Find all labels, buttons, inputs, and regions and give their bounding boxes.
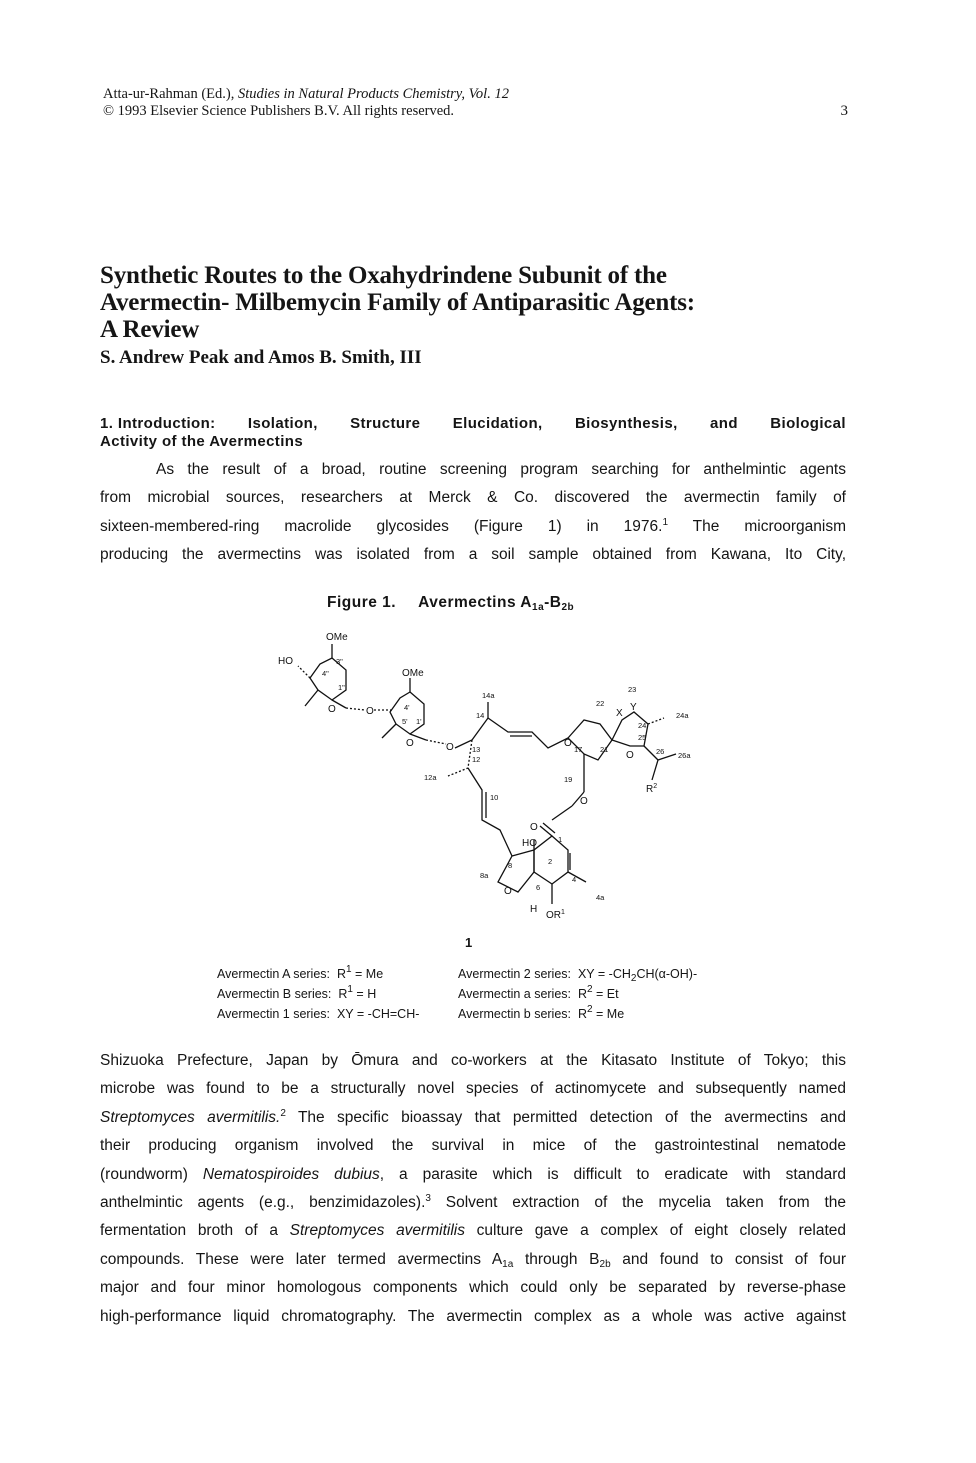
atom-label: HO bbox=[278, 656, 293, 667]
atom-number: 22 bbox=[596, 699, 605, 708]
bond bbox=[382, 724, 396, 738]
atom-number: 4 bbox=[572, 875, 577, 884]
text-line: Streptomyces avermitilis.$^2$ The specific bioassay that permitted detection of the avermectins and bbox=[100, 1107, 847, 1126]
bond bbox=[540, 826, 552, 836]
atom-label: $OR^1$ bbox=[546, 909, 565, 921]
atom-label: O bbox=[406, 738, 414, 749]
text-line: compounds. These were later termed avermectins $A_{1a}$ through $B_{2b}$ and found to consist of four bbox=[100, 1250, 846, 1270]
text-line: Shizuoka Prefecture, Japan by Ōmura and co-workers at the Kitasato Institute of Tokyo; this bbox=[100, 1052, 846, 1069]
atom-label: O bbox=[328, 704, 336, 715]
atom-number: 10 bbox=[490, 793, 499, 802]
text-line: producing the avermectins was isolated from a soil sample obtained from Kawana, Ito City, bbox=[100, 546, 846, 564]
section-heading-line: Activity of the Avermectins bbox=[100, 433, 304, 450]
section-heading bbox=[100, 415, 846, 451]
atom-number: 25 bbox=[638, 733, 647, 742]
atom-label: $R^2$ bbox=[646, 783, 658, 795]
heading-word: and bbox=[710, 415, 738, 432]
page-number: 3 bbox=[840, 103, 848, 119]
atom-number: 3" bbox=[336, 657, 343, 666]
bond bbox=[426, 740, 446, 744]
legend-row: Avermectin 1 series: XY = -CH=CH- Avermectin b series: $R^2 = Me$ bbox=[217, 1004, 625, 1021]
compound-number: 1 bbox=[465, 935, 473, 950]
bond bbox=[346, 708, 365, 710]
text-line: anthelmintic agents (e.g., benzimidazoles).$^3$ Solvent extraction of the mycelia taken from the bbox=[100, 1192, 846, 1211]
figure-caption: Figure 1. Avermectins $A_{1a}-B_{2b}$ bbox=[327, 594, 575, 613]
atom-number: 26a bbox=[678, 751, 691, 760]
heading-word: Structure bbox=[350, 415, 421, 432]
legend-row: Avermectin A series: $R^1 = Me$ Avermectin 2 series: XY = $-CH_2CH(\alpha-OH)-$ bbox=[217, 964, 698, 984]
atom-label: O bbox=[504, 886, 512, 897]
text-line: As the result of a broad, routine screening program searching for anthelmintic agents bbox=[156, 461, 846, 478]
atom-label: H bbox=[530, 904, 538, 915]
atom-number: 5' bbox=[402, 717, 408, 726]
atom-number: 8a bbox=[480, 871, 489, 880]
bond bbox=[552, 806, 572, 820]
header-citation: Atta-ur-Rahman (Ed.), Studies in Natural Products Chemistry, Vol. 12 bbox=[103, 86, 509, 102]
legend-row: Avermectin B series: $R^1 = H$ Avermectin a series: $R^2 = Et$ bbox=[217, 984, 619, 1001]
text-line: fermentation broth of a Streptomyces avermitilis culture gave a complex of eight closely related bbox=[100, 1222, 846, 1240]
figure-label: Figure 1. bbox=[327, 594, 397, 611]
atom-number: 17 bbox=[574, 745, 583, 754]
text-line: high-performance liquid chromatography. The avermectin complex as a whole was active against bbox=[100, 1307, 846, 1325]
atom-number: 4" bbox=[322, 669, 329, 678]
atom-label: X bbox=[616, 708, 623, 719]
section-heading-line bbox=[100, 415, 846, 433]
atom-label: HO bbox=[522, 838, 537, 849]
atom-number: 23 bbox=[628, 685, 637, 694]
text-line: from microbial sources, researchers at Merck & Co. discovered the avermectin family of bbox=[100, 489, 846, 507]
atom-number: 21 bbox=[600, 745, 609, 754]
spiroketal-ring-a bbox=[568, 720, 612, 760]
atom-number: 8 bbox=[508, 861, 513, 870]
atom-number: 26 bbox=[656, 747, 665, 756]
atom-number: 1" bbox=[338, 683, 345, 692]
bond bbox=[543, 823, 555, 833]
text-line: microbe was found to be a structurally novel species of actinomycete and subsequently named bbox=[100, 1080, 846, 1098]
figure-legend bbox=[217, 964, 697, 1024]
atom-number: 1 bbox=[558, 835, 563, 844]
atom-label: O bbox=[446, 742, 454, 753]
heading-word: Biosynthesis, bbox=[574, 415, 678, 432]
atom-label: O bbox=[366, 706, 374, 717]
title-line: Synthetic Routes to the Oxahydrindene Subunit of the bbox=[100, 262, 667, 289]
bond bbox=[305, 690, 318, 706]
text-line: (roundworm) Nematospiroides dubius, a parasite which is difficult to eradicate with standard bbox=[100, 1165, 846, 1183]
paragraph-intro bbox=[100, 456, 846, 570]
text-line: major and four minor homologous components which could only be separated by reverse-phase bbox=[100, 1279, 846, 1297]
sugar-ring-2 bbox=[390, 692, 424, 734]
text-line: their producing organism involved the survival in mice of the gastrointestinal nematode bbox=[100, 1137, 846, 1155]
atom-number: 4' bbox=[404, 703, 410, 712]
running-header bbox=[103, 86, 848, 120]
heading-word: 1. Introduction: bbox=[100, 415, 216, 432]
atom-number: 1' bbox=[416, 717, 422, 726]
atom-number: 13 bbox=[472, 745, 481, 754]
paragraph-continued bbox=[100, 1047, 846, 1331]
avermectin-structure-diagram bbox=[250, 620, 750, 960]
atom-label: OMe bbox=[402, 668, 424, 679]
title-line: A Review bbox=[100, 316, 200, 343]
bond bbox=[568, 872, 586, 882]
atom-label: O bbox=[530, 822, 538, 833]
figure-title: Avermectins A bbox=[418, 594, 533, 611]
authors: S. Andrew Peak and Amos B. Smith, III bbox=[100, 347, 422, 368]
paper-title bbox=[100, 262, 860, 343]
heading-word: Elucidation, bbox=[452, 415, 543, 432]
atom-number: 12 bbox=[472, 755, 481, 764]
atom-number: 14 bbox=[476, 711, 485, 720]
backbone bbox=[468, 768, 512, 856]
atom-number: 12a bbox=[424, 773, 437, 782]
bond bbox=[298, 666, 310, 678]
heading-word: Isolation, bbox=[247, 415, 318, 432]
atom-number: 24a bbox=[676, 711, 689, 720]
atom-label: O bbox=[580, 796, 588, 807]
atom-number: 19 bbox=[564, 775, 573, 784]
header-copyright: © 1993 Elsevier Science Publishers B.V. All rights reserved. bbox=[103, 103, 455, 119]
atom-number: 2 bbox=[548, 857, 553, 866]
text-line: sixteen-membered-ring macrolide glycosides (Figure 1) in 1976.$^1$ The microorganism bbox=[100, 516, 846, 535]
atom-label: O bbox=[564, 738, 572, 749]
atom-label: O bbox=[626, 750, 634, 761]
backbone bbox=[455, 718, 568, 748]
atom-label: OMe bbox=[326, 632, 348, 643]
atom-number: 6 bbox=[536, 883, 541, 892]
bond bbox=[652, 760, 658, 780]
title-line: Avermectin- Milbemycin Family of Antiparasitic Agents: bbox=[100, 289, 695, 316]
atom-number: 24 bbox=[638, 721, 647, 730]
bond bbox=[648, 718, 664, 724]
atom-label: Y bbox=[630, 702, 637, 713]
heading-word: Biological bbox=[770, 415, 846, 432]
atom-number: 14a bbox=[482, 691, 495, 700]
atom-number: 4a bbox=[596, 893, 605, 902]
